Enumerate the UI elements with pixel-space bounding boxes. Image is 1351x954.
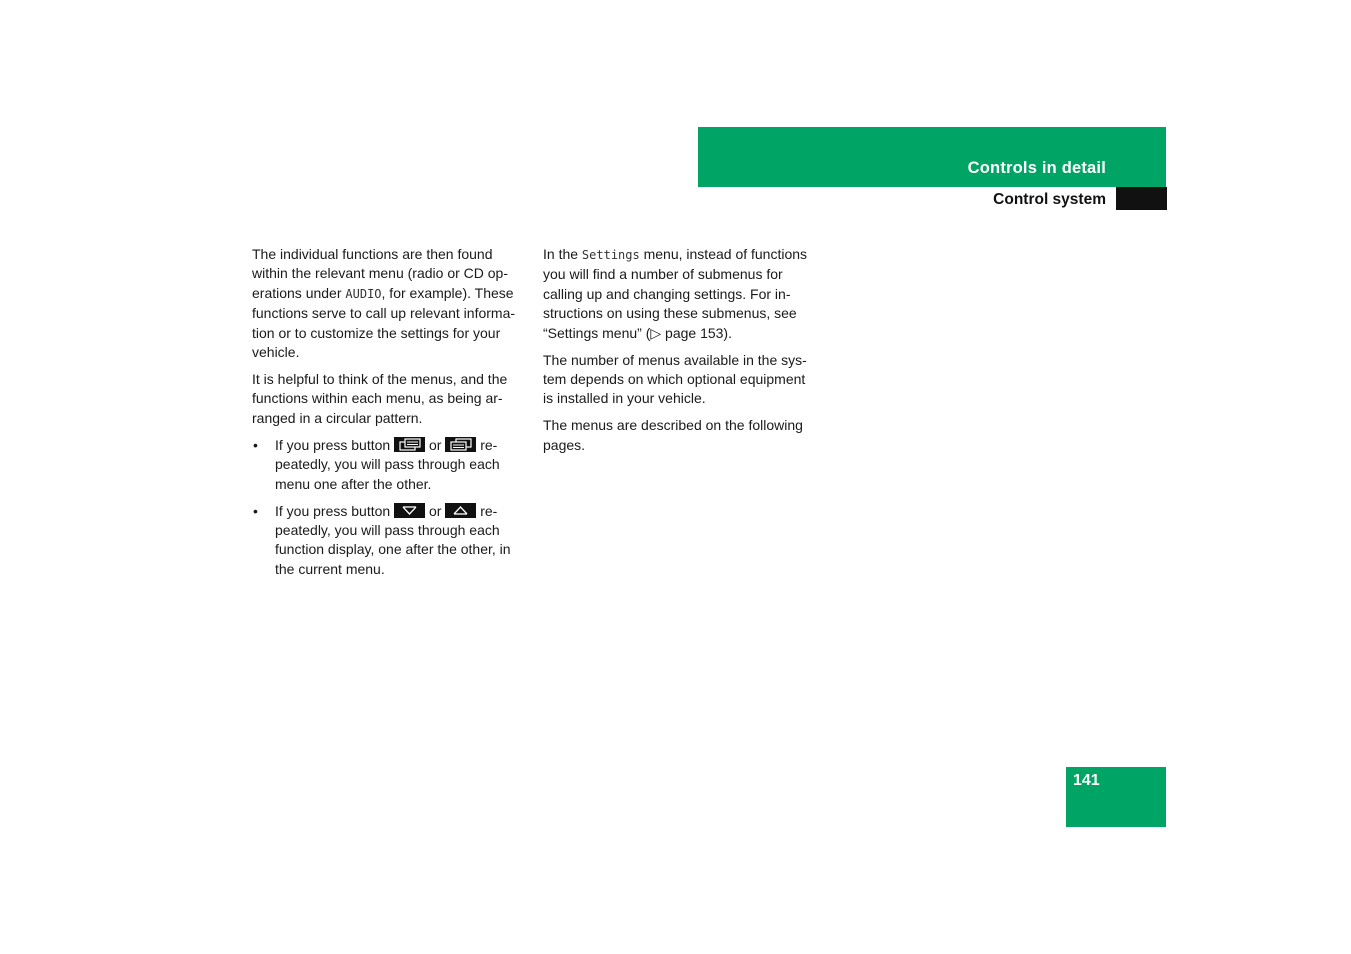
paragraph-text: , for example). These functions serve to call up relevant informa-tion or to customize the settings for your vehicle. (252, 284, 516, 361)
paragraph-following-pages: The menus are described on the following pages. (543, 417, 803, 453)
paragraph-text: menu, instead of functions you will find a number of submenus for calling up and changing settings. For in-structions on using these submenus, see “Settings menu” (▷ page 153). (543, 246, 808, 341)
list-item-text: re-peatedly, you will pass through each menu one after the other. (275, 436, 500, 492)
menu-back-button-icon (394, 437, 425, 452)
chapter-header-bar (698, 127, 1166, 187)
arrow-up-button-icon (445, 503, 476, 518)
paragraph-settings (543, 245, 819, 343)
paragraph-circular: It is helpful to think of the menus, and the functions within each menu, as being ar-ranged in a circular pattern. (252, 371, 508, 426)
list-item (252, 436, 528, 494)
list-item-text: If you press button (275, 436, 395, 453)
list-item-text: or (425, 502, 446, 519)
section-title: Control system (993, 191, 1106, 208)
arrow-down-button-icon (394, 503, 425, 518)
paragraph-functions (252, 245, 528, 362)
display-text-settings: Settings (581, 248, 640, 262)
page-number-box (1066, 767, 1166, 827)
list-item-text: or (425, 436, 446, 453)
bullet-dot: • (253, 502, 258, 519)
text-column-left (252, 245, 528, 587)
list-item-text: re-peatedly, you will pass through each function display, one after the other, in the current menu. (275, 502, 511, 577)
menu-forward-button-icon (445, 437, 476, 452)
text-column-right (543, 245, 819, 463)
page-number: 141 (1073, 772, 1100, 789)
paragraph-text: In the (543, 246, 582, 262)
bullet-dot: • (253, 436, 258, 453)
display-text-audio: AUDIO (345, 286, 382, 301)
section-marker (1116, 187, 1167, 210)
list-item (252, 502, 528, 580)
chapter-title: Controls in detail (967, 159, 1106, 177)
list-item-text: If you press button (275, 502, 395, 519)
bullet-list (252, 436, 528, 579)
paragraph-menu-count: The number of menus available in the sys-tem depends on which optional equipment is installed in your vehicle. (543, 351, 807, 407)
paragraph-text: The individual functions are then found within the relevant menu (radio or CD op-erations under (252, 246, 509, 301)
